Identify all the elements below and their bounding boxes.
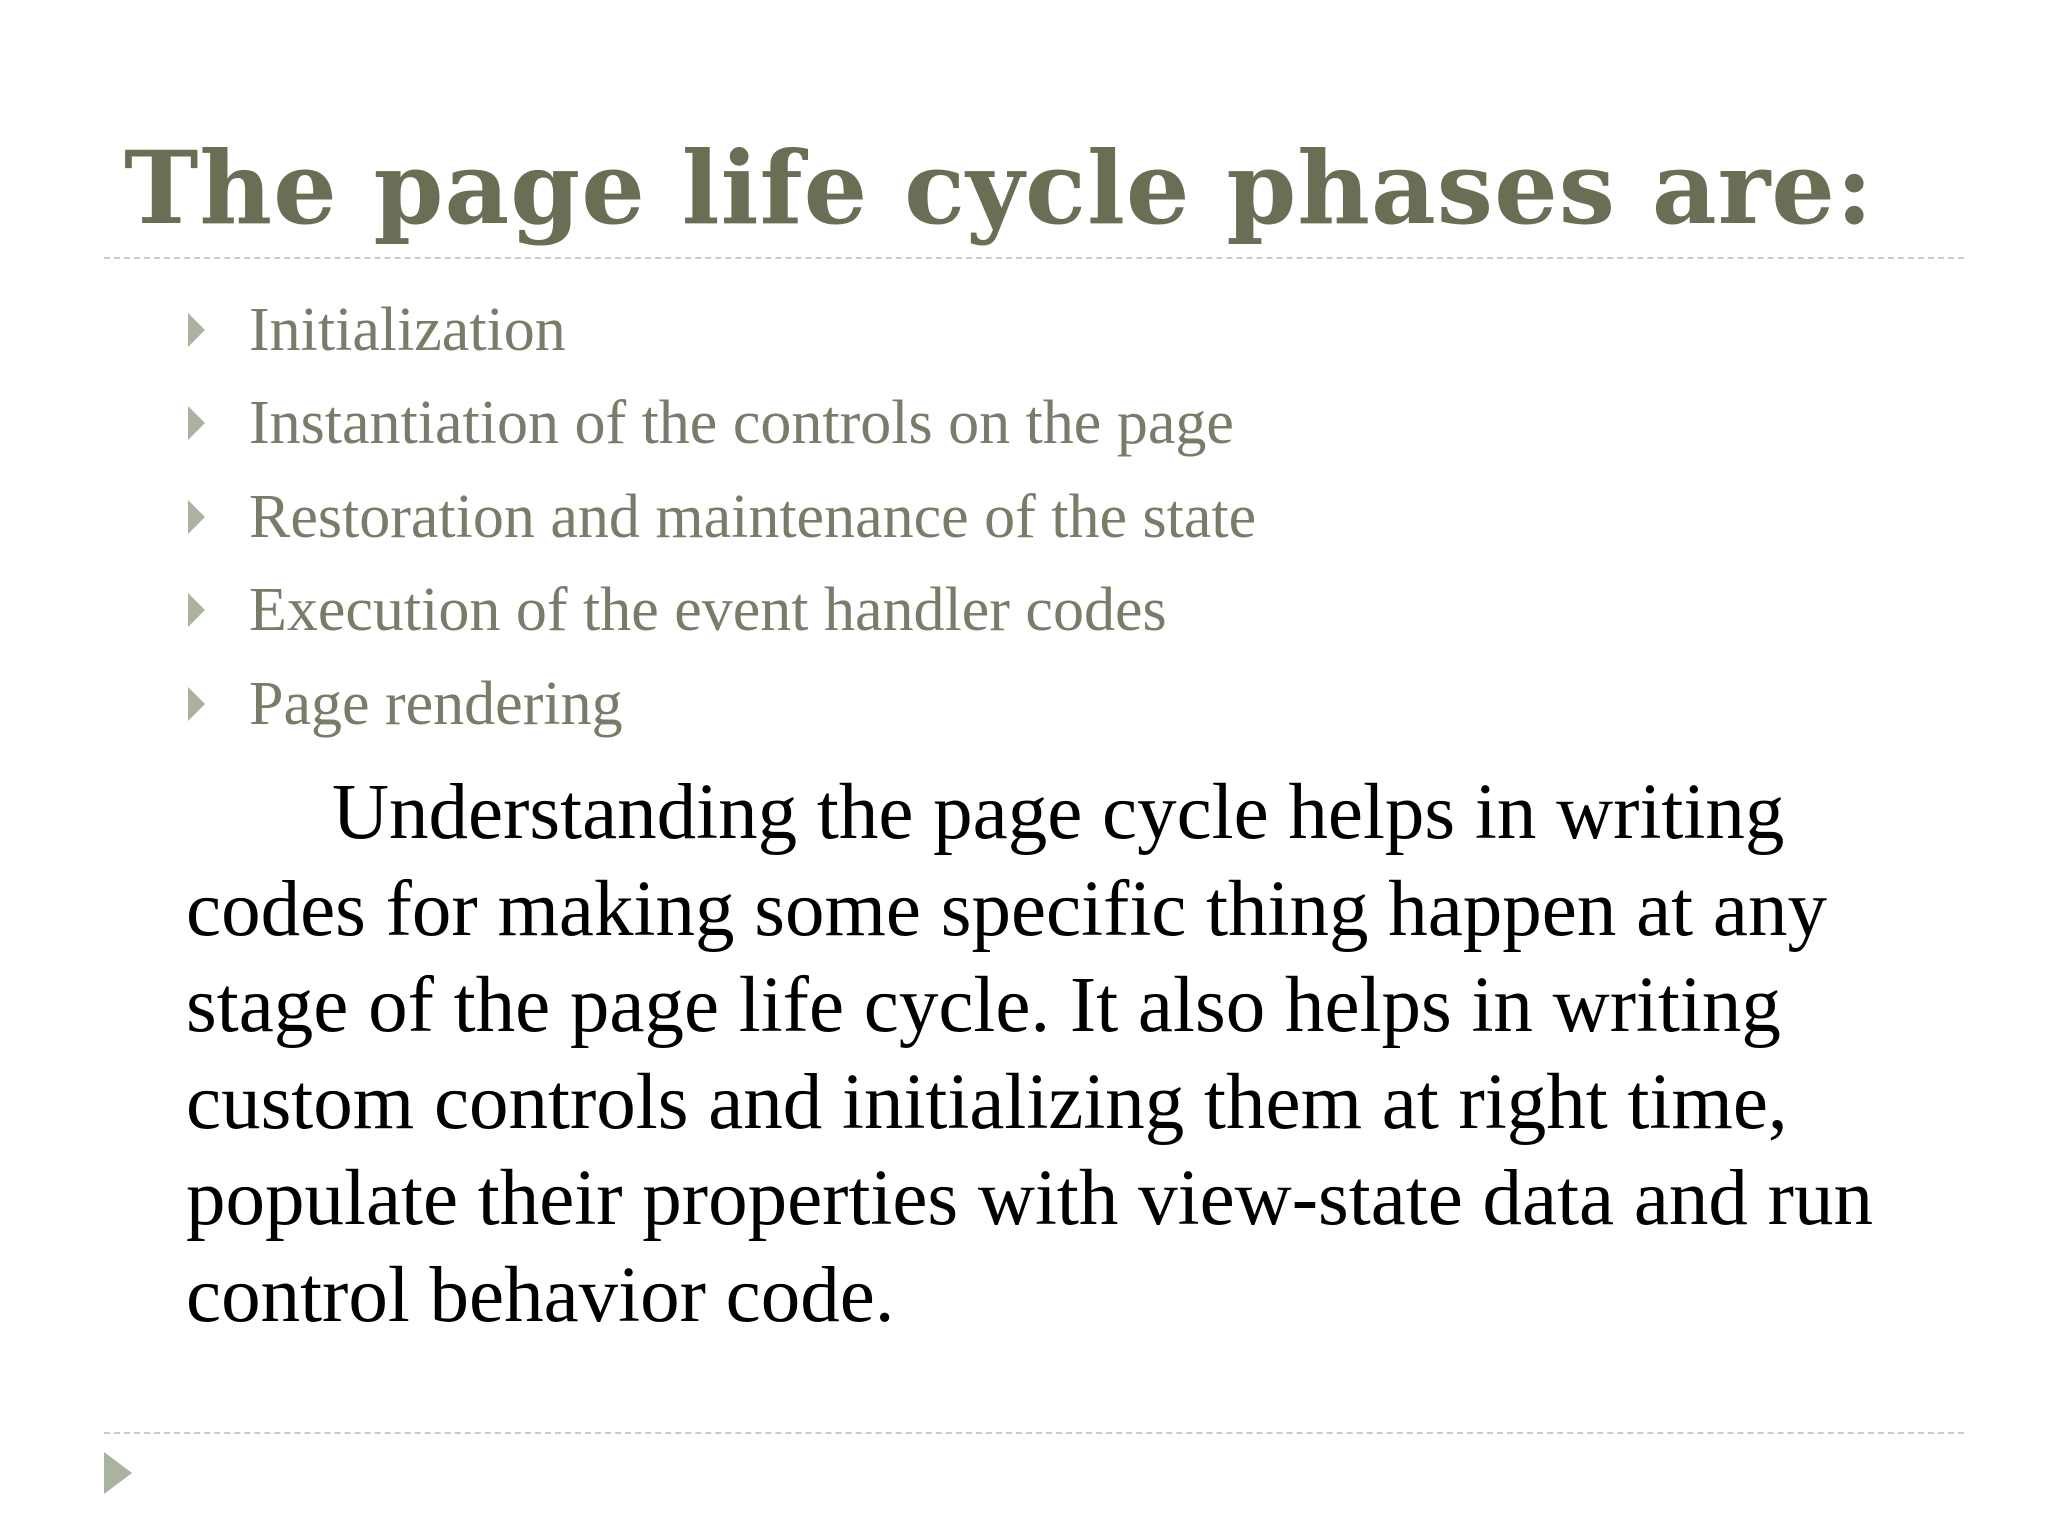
triangle-right-icon [188, 593, 205, 627]
bullet-text: Page rendering [249, 669, 623, 738]
top-divider [104, 257, 1964, 259]
list-item [188, 377, 1256, 471]
bullet-text: Initialization [249, 295, 566, 364]
bottom-divider [104, 1432, 1964, 1434]
list-item [188, 564, 1256, 658]
triangle-right-icon [188, 406, 205, 440]
bullet-list [188, 283, 1256, 751]
list-item [188, 657, 1256, 751]
list-item [188, 470, 1256, 564]
triangle-right-icon [188, 687, 205, 721]
triangle-right-icon [104, 1452, 132, 1494]
triangle-right-icon [188, 313, 205, 347]
body-paragraph: Understanding the page cycle helps in writing codes for making some specific thing happen at any stage of the page life cycle. It also helps in writing custom controls and initializing them at right time, populate their properties with view-state data and run control behavior code. [186, 769, 1873, 1339]
bullet-text: Instantiation of the controls on the page [249, 389, 1234, 458]
bullet-text: Execution of the event handler codes [249, 576, 1167, 645]
slide-title: The page life cycle phases are: [124, 129, 1874, 247]
list-item [188, 283, 1256, 377]
triangle-right-icon [188, 500, 205, 534]
bullet-text: Restoration and maintenance of the state [249, 482, 1257, 551]
